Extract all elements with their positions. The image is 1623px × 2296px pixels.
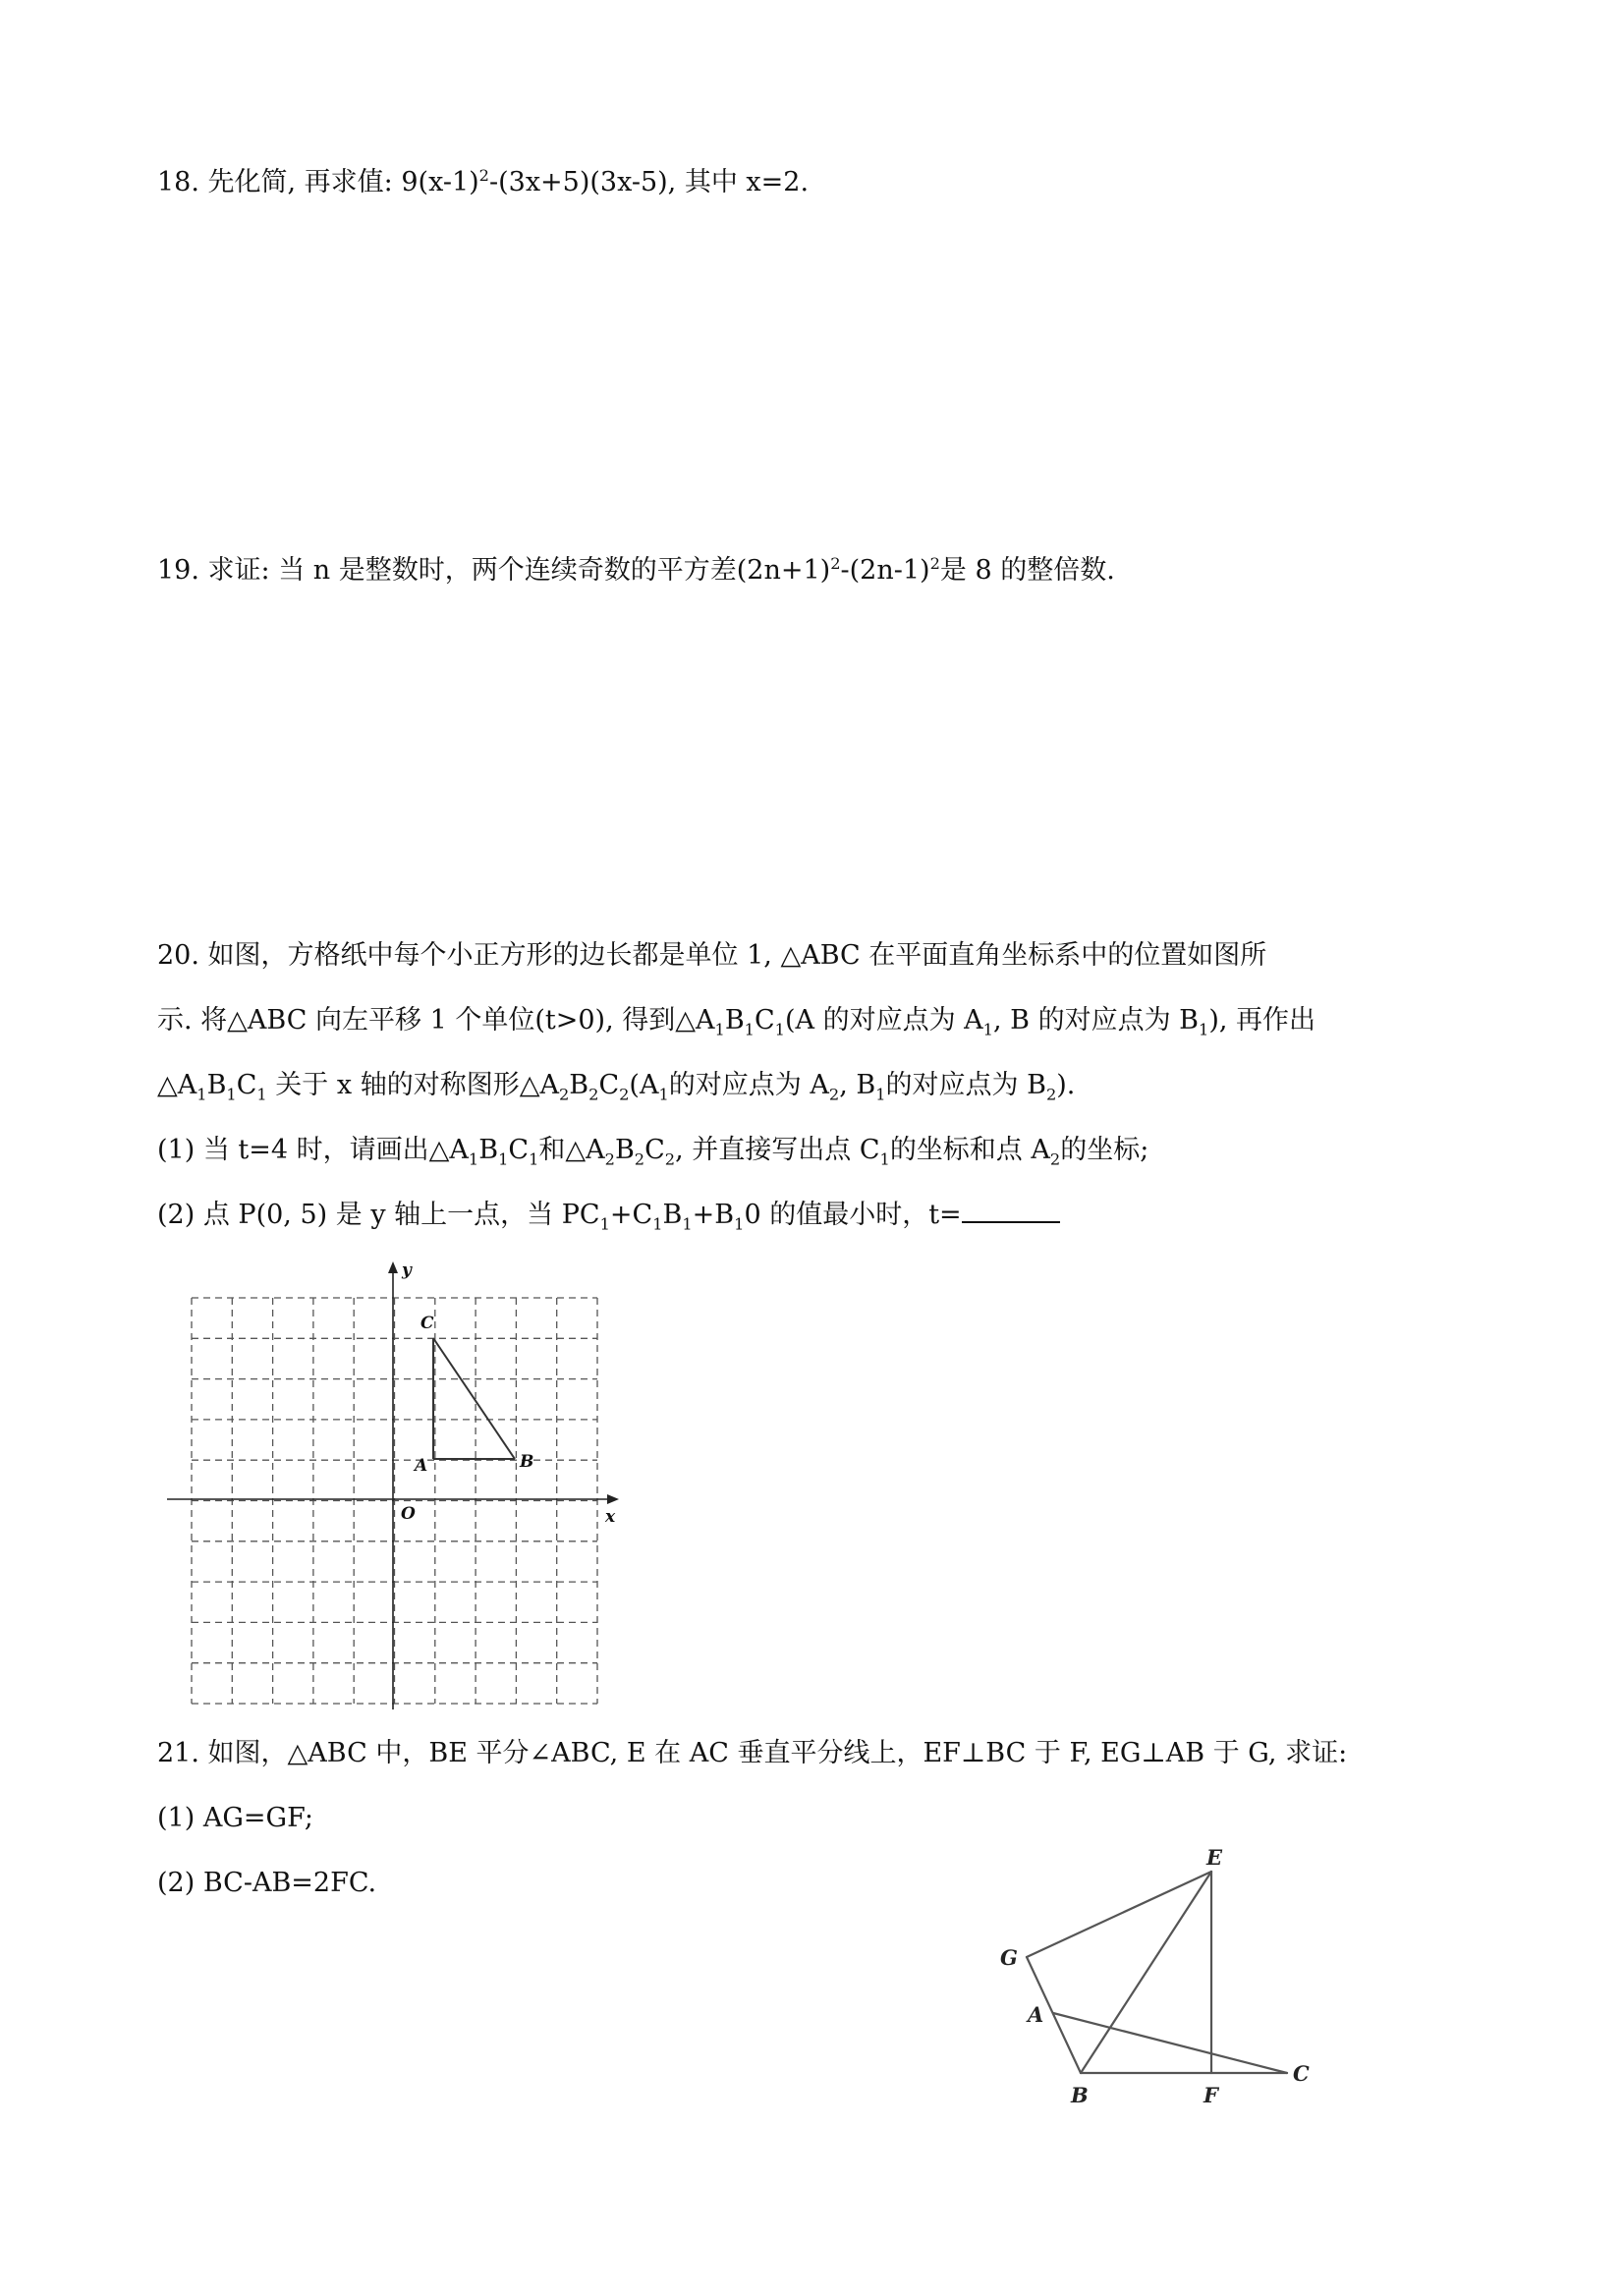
label-a: A — [1028, 2002, 1044, 2027]
question-19: 19. 求证: 当 n 是整数时，两个连续奇数的平方差$(2n+1)^2-(2n-1)^2$是 8 的整倍数. — [157, 554, 1115, 586]
label-origin: O — [401, 1504, 416, 1524]
question-20-line-2: 示. 将△ABC 向左平移 1 个单位(t>0), 得到$\triangle A_1B_1C_1(A$ 的对应点为 $A_1$, B 的对应点为 $B_1$), 再作出 — [157, 1005, 1316, 1039]
label-f: F — [1203, 2083, 1218, 2107]
label-e: E — [1206, 1845, 1223, 1870]
label-x: x — [605, 1507, 616, 1527]
label-c: C — [420, 1314, 434, 1333]
question-18: 18. 先化简, 再求值: $9(x-1)^2-(3x+5)(3x-5)$, 其中 x=2. — [157, 166, 810, 197]
label-a: A — [415, 1456, 428, 1476]
segment-ac — [1053, 2013, 1287, 2073]
question-21-part-1: (1) AG=GF; — [157, 1803, 313, 1833]
label-b: B — [520, 1452, 534, 1472]
question-21-part-2: (2) BC-AB=2FC. — [157, 1868, 377, 1898]
label-y: y — [402, 1260, 412, 1280]
question-20-line-1: 20. 如图，方格纸中每个小正方形的边长都是单位 1, △ABC 在平面直角坐标系中的位置如图所 — [157, 940, 1267, 971]
question-20-part-1: (1) 当 t=4 时，请画出$\triangle A_1B_1C_1$和$\triangle A_2B_2C_2$, 并直接写出点 $C_1$的坐标和点 $A_2$的坐标; — [157, 1135, 1149, 1169]
question-21-line-1: 21. 如图，△ABC 中，BE 平分∠ABC, E 在 AC 垂直平分线上，EF⊥BC 于 F, EG⊥AB 于 G, 求证: — [157, 1738, 1348, 1768]
question-20-part-2: (2) 点 P(0, 5) 是 y 轴上一点，当 $PC_1+C_1B_1+B_10$ 的值最小时，t= — [157, 1198, 1060, 1233]
label-c: C — [1293, 2061, 1310, 2086]
label-g: G — [1000, 1945, 1018, 1970]
question-20-line-3: $\triangle A_1B_1C_1$ 关于 x 轴的对称图形$\triangle A_2B_2C_2(A_1$的对应点为 $A_2$, $B_1$的对应点为 $B_2$). — [157, 1070, 1076, 1104]
label-b: B — [1071, 2083, 1089, 2107]
